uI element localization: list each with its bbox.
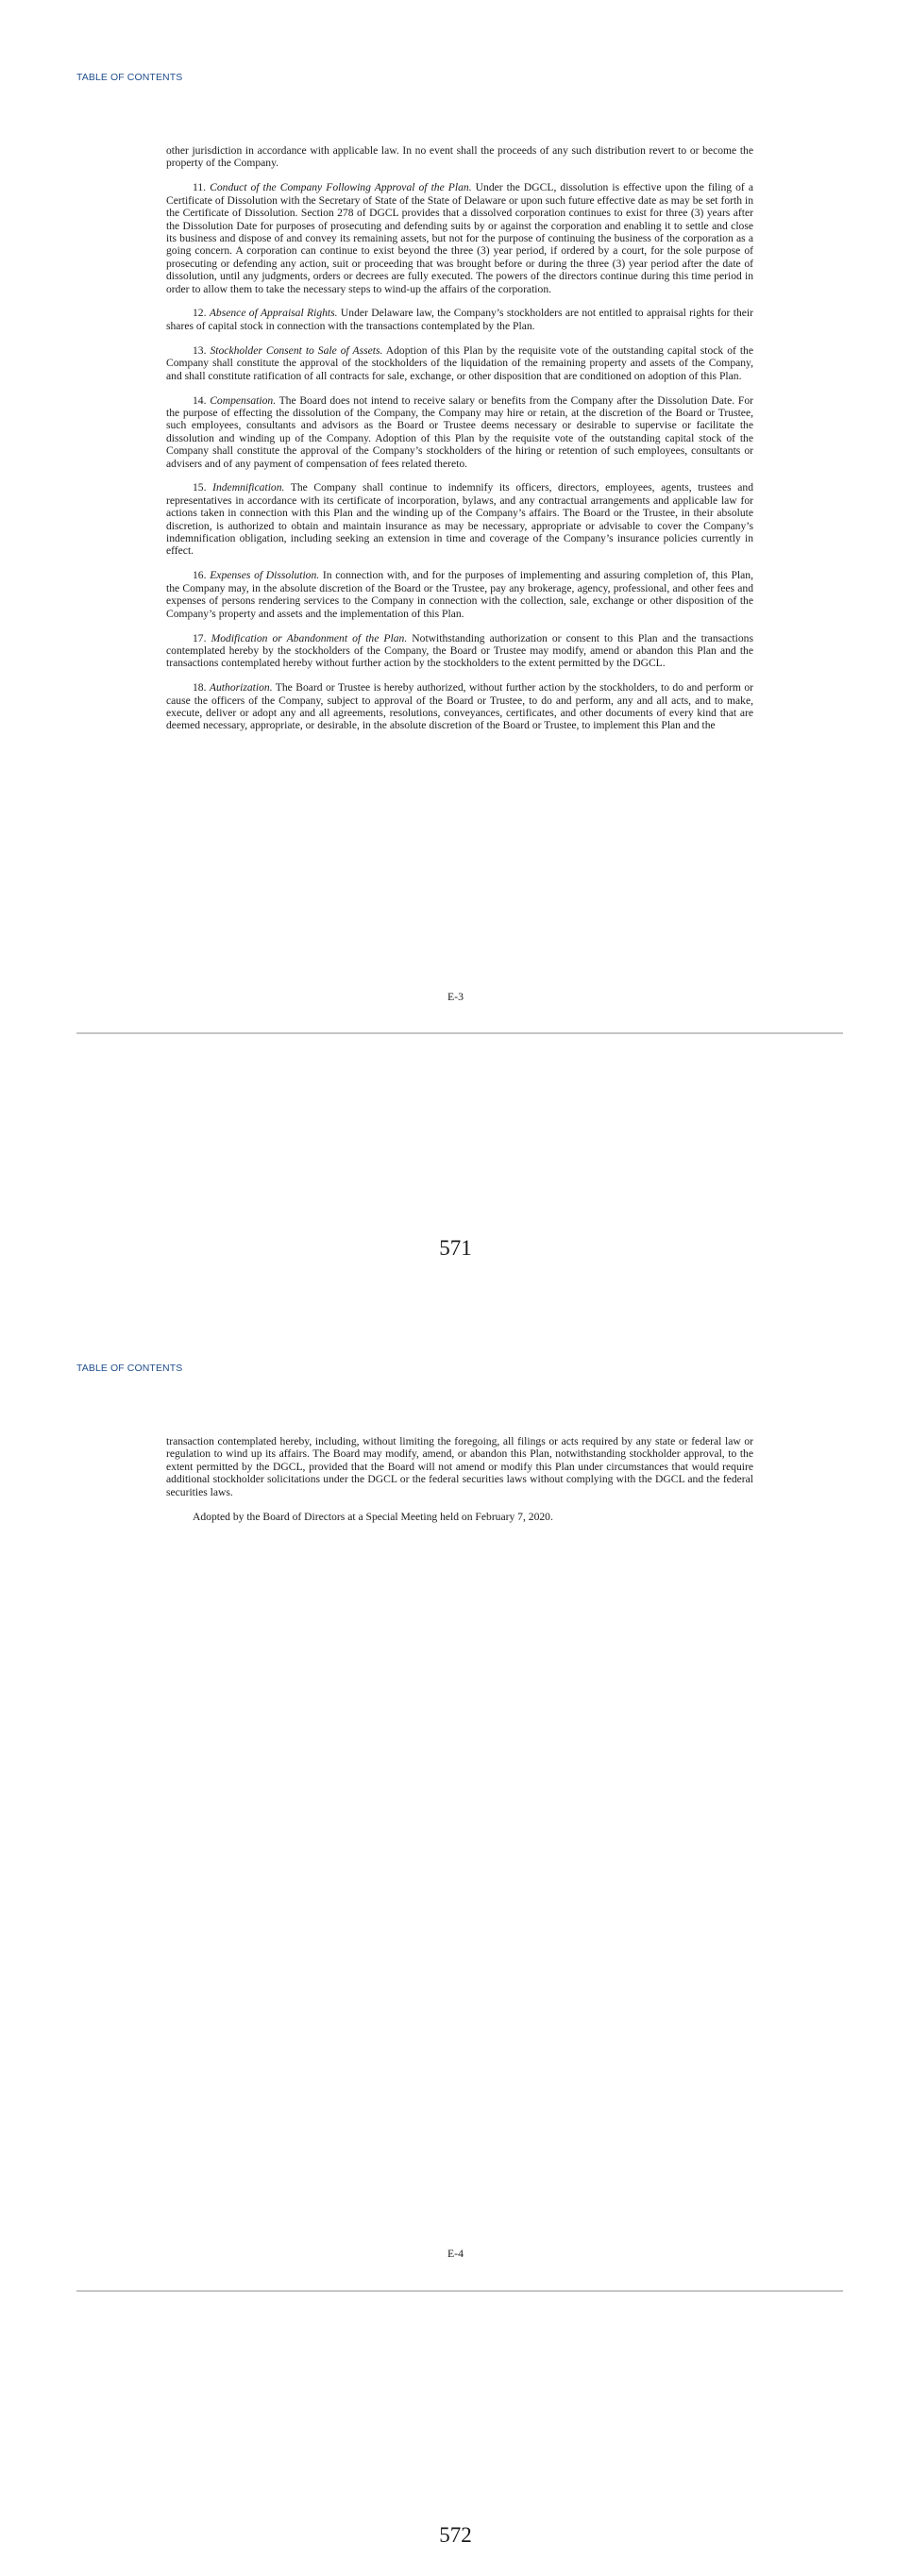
page-label: E-4 [447, 2247, 464, 2260]
section-number: 11. [193, 181, 207, 194]
section-text: Adoption of this Plan by the requisite vote of the outstanding capital stock of the Company shall constitute the approval of the stockholders of the liquidation of the remaining property and assets of the Company, and shall constitute ratification of all contracts for sale, exchange, or other disposition that are conditioned on adoption of this Plan. [166, 343, 754, 382]
section-number: 18. [193, 681, 207, 694]
page-label: E-3 [447, 990, 464, 1003]
section-number: 17. [193, 631, 207, 644]
paragraph-section-11 [166, 181, 753, 295]
section-number: 16. [193, 569, 207, 582]
section-text: The Company shall continue to indemnify its officers, directors, employees, agents, trustees and representatives in accordance with its certificate of incorporation, bylaws, and any contractual arrangements and applicable law for actions taken in connection with this Plan and the winding up of the Company’s affairs. The Board or the Trustee, in their absolute discretion, is authorized to obtain and maintain insurance as may be necessary, appropriate or advisable to cover the Company’s indemnification obligation, including seeking an extension in time and coverage of the Company’s insurance policies currently in effect. [166, 481, 753, 558]
paragraph-section-17 [166, 632, 753, 670]
section-text: Under Delaware law, the Company’s stockholders are not entitled to appraisal rights for their shares of capital stock in connection with the transactions contemplated by the Plan. [166, 307, 753, 332]
paragraph-section-16 [166, 569, 753, 620]
page-body [166, 1435, 753, 1534]
paragraph-adoption-note: Adopted by the Board of Directors at a Special Meeting held on February 7, 2020. [193, 1510, 553, 1523]
page-body [166, 144, 753, 744]
table-of-contents-link[interactable]: TABLE OF CONTENTS [76, 1363, 183, 1374]
paragraph-section-12 [166, 307, 753, 332]
page-number: 571 [439, 1236, 472, 1260]
paragraph-section-15 [166, 481, 753, 557]
page-number: 572 [439, 2523, 472, 2547]
section-number: 13. [193, 343, 207, 357]
section-number: 12. [193, 307, 207, 320]
table-of-contents-link[interactable]: TABLE OF CONTENTS [76, 72, 183, 83]
paragraph-continuation: other jurisdiction in accordance with applicable law. In no event shall the proceeds of any such distribution revert to or become the property of the Company. [166, 144, 753, 170]
paragraph-continuation: transaction contemplated hereby, including, without limiting the foregoing, all filings or acts required by any state or federal law or regulation to wind up its affairs. The Board may modify, amend, or abandon this Plan, notwithstanding stockholder approval, to the extent permitted by the DGCL, provided that the Board will not amend or modify this Plan under circumstances that would require additional stockholder solicitations under the DGCL or the federal securities laws without complying with the DGCL and the federal securities laws. [166, 1435, 753, 1498]
section-text: In connection with, and for the purposes of implementing and assuring completion of, this Plan, the Company may, in the absolute discretion of the Board or the Trustee, pay any brokerage, agency, professional, and other fees and expenses of persons rendering services to the Company in connection with the collection, sale, exchange or other disposition of the Company’s property and assets and the implementation of this Plan. [166, 569, 753, 620]
paragraph-section-14 [166, 394, 753, 470]
section-number: 14. [193, 393, 207, 407]
section-text: The Board does not intend to receive salary or benefits from the Company after the Dissolution Date. For the purpose of effecting the dissolution of the Company, the Company may hire or retain, at the discretion of the Board or Trustee, such employees, consultants and advisors as the Board or Trustee deems necessary or desirable to supervise or facilitate the dissolution and winding up of the Company. Adoption of this Plan by the requisite vote of the outstanding capital stock of the Company shall constitute the approval of the Company’s stockholders of the hiring or retention of such employees, consultants or advisers and of any payment of compensation of fees related thereto. [166, 393, 753, 470]
page-divider [76, 2290, 843, 2292]
section-heading: Authorization. [209, 681, 273, 694]
section-heading: Indemnification. [212, 481, 285, 494]
paragraph-section-18 [166, 681, 753, 732]
section-heading: Compensation. [210, 393, 277, 407]
section-heading: Conduct of the Company Following Approval of the Plan. [210, 181, 472, 194]
section-heading: Modification or Abandonment of the Plan. [211, 631, 408, 644]
section-heading: Absence of Appraisal Rights. [209, 307, 338, 320]
section-text: Notwithstanding authorization or consent to this Plan and the transactions contemplated hereby by the stockholders of the Company, the Board or Trustee may modify, amend or abandon this Plan and the transactions contemplated hereby without further action by the stockholders to the extent permitted by the DGCL. [166, 631, 753, 670]
section-number: 15. [193, 481, 207, 494]
paragraph-section-13 [166, 344, 753, 382]
section-heading: Expenses of Dissolution. [210, 569, 320, 582]
section-text: The Board or Trustee is hereby authorized, without further action by the stockholders, to do and perform or cause the officers of the Company, subject to approval of the Board or Trustee, to do and perform, any and all acts, and to make, execute, deliver or adopt any and all agreements, resolutions, conveyances, certificates, and other documents of every kind that are deemed necessary, appropriate, or desirable, in the absolute discretion of the Board or Trustee, to implement this Plan and the [166, 681, 753, 732]
section-text: Under the DGCL, dissolution is effective upon the filing of a Certificate of Dissolution with the Secretary of State of the State of Delaware or upon such future effective date as may be set forth in the Certificate of Dissolution. Section 278 of DGCL provides that a dissolved corporation continues to exist for three (3) years after the Dissolution Date for purposes of prosecuting and defending suits by or against the corporation and enabling it to settle and close its business and dispose of and convey its remaining assets, but not for the purpose of continuing the business of the corporation as a going concern. A corporation can continue to exist beyond the three (3) year period, if ordered by a court, for the sole purpose of prosecuting or defending any action, suit or proceeding that was brought before or during the three (3) year period after the date of dissolution, until any judgments, orders or decrees are fully executed. The powers of the directors continue during this time period in order to allow them to take the necessary steps to wind-up the affairs of the corporation. [166, 181, 753, 295]
section-heading: Stockholder Consent to Sale of Assets. [210, 343, 383, 357]
page-divider [76, 1032, 843, 1034]
